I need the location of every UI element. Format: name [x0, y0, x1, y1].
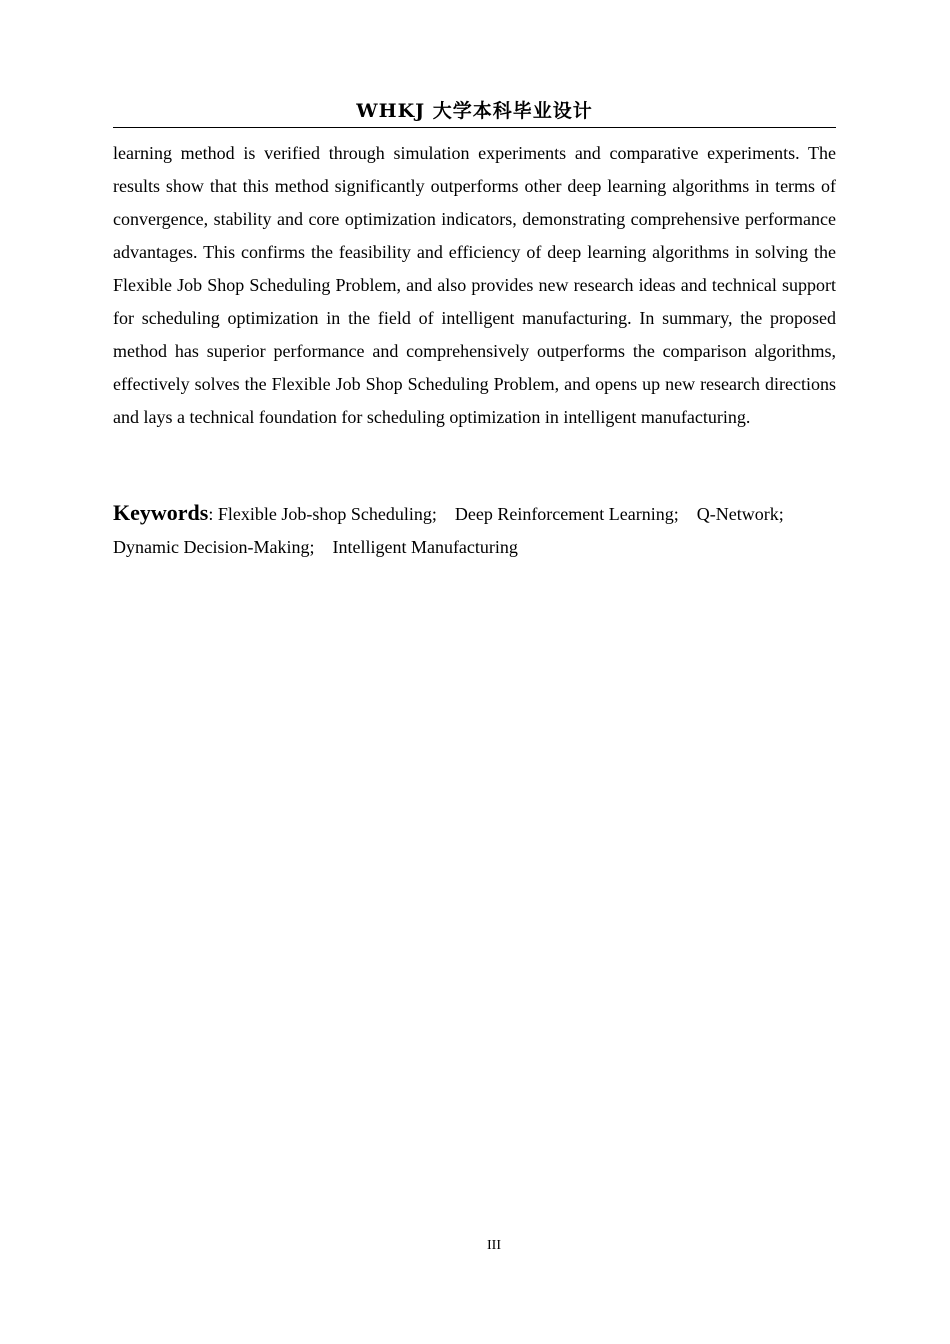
keyword-item: Deep Reinforcement Learning; [454, 504, 679, 524]
page-number: III [487, 1238, 501, 1253]
keyword-item: Dynamic Decision-Making; [113, 537, 315, 557]
keywords-label: Keywords [113, 500, 209, 525]
header-title: WHKJ 大学本科毕业设计 [356, 100, 593, 122]
keyword-item: Q-Network; [696, 504, 784, 524]
keyword-item: Flexible Job-shop Scheduling; [217, 504, 437, 524]
keyword-item: Intelligent Manufacturing [332, 537, 518, 557]
keywords-paragraph [113, 496, 836, 564]
keywords-separator: : [208, 504, 218, 524]
page-header [113, 96, 836, 128]
abstract-body: learning method is verified through simulation experiments and comparative experiments. The results show that this method significantly outperforms other deep learning algorithms in terms of convergence, stability and core optimization indicators, demonstrating comprehensive performance advantages. This confirms the feasibility and efficiency of deep learning algorithms in solving the Flexible Job Shop Scheduling Problem, and also provides new research ideas and technical support for scheduling optimization in the field of intelligent manufacturing. In summary, the proposed method has superior performance and comprehensively outperforms the comparison algorithms, effectively solves the Flexible Job Shop Scheduling Problem, and opens up new research directions and lays a technical foundation for scheduling optimization in intelligent manufacturing. [113, 143, 836, 427]
